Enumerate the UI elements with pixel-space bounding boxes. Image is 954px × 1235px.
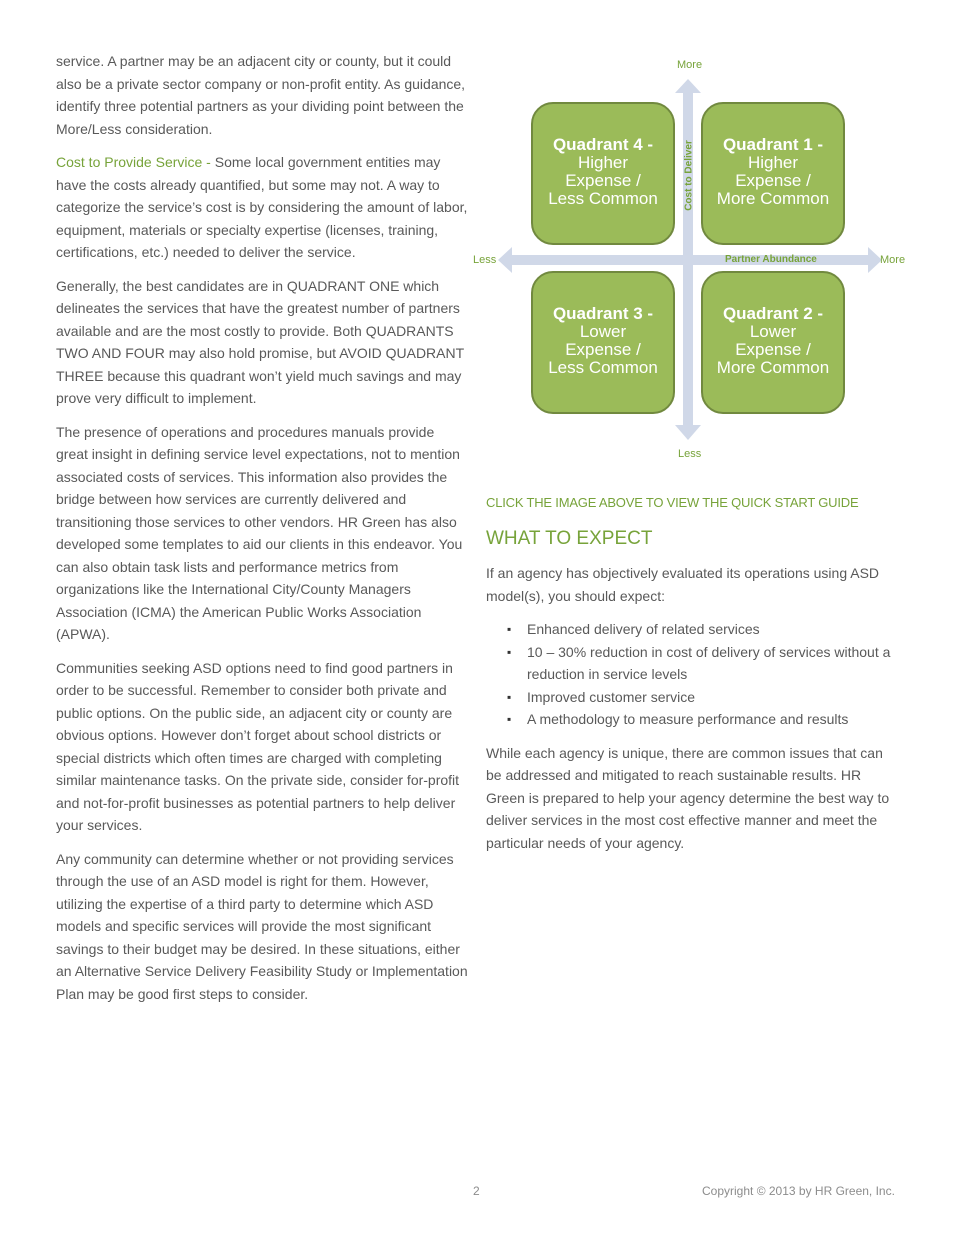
quadrant-3[interactable] [531,271,675,414]
left-arrow-head [498,247,512,273]
x-axis-less-label: Less [473,254,497,266]
y-axis-title: Cost to Deliver [683,140,695,211]
quadrant-2-title: Quadrant 2 - [722,304,824,323]
quadrant-4-description: Higher Expense / Less Common [548,153,658,208]
up-arrow-head [675,79,701,93]
page-number: 2 [473,1184,480,1198]
paragraph-partner-guidance: service. A partner may be an adjacent city or county, but it could also be a private sector company or non-profit entity. As guidance, identify three potential partners as your dividing point between the More/Less consideration. [56,53,466,137]
x-axis-more-label: More [880,254,906,266]
quadrant-1-title: Quadrant 1 - [722,135,824,154]
list-item: ▪ Improved customer service [486,686,898,709]
paragraph-any-community: Any community can determine whether or not providing services through the use of an ASD model is right for them. However, utilizing the expertise of a third party to determine which ASD models and specific services will provide the most significant savings to their budget may be desired. In these situations, either an Alternative Service Delivery Feasibility Study or Implementation Plan may be good first steps to consider. [56,850,468,1002]
quadrant-1-description: Higher Expense / More Common [716,153,830,208]
paragraph-cost-to-provide [56,151,468,264]
paragraph-communities: Communities seeking ASD options need to find good partners in order to be successful. Remember to consider both private and public options. On the public side, an adjacent city or county are obvious options. However don’t forget about school districts or special districts which often times are charged with completing similar maintenance tasks. On the private side, consider for-profit and not-for-profit businesses as potential partners to help deliver your services. [56,659,460,833]
y-axis-more-label: More [677,59,703,71]
paragraph-manuals: The presence of operations and procedures manuals provide great insight in defining service level expectations, not to mention associated costs of services. This information also provides the bridge between how services are currently delivered and transitioning those services to other vendors. HR Green has also developed some templates to aid our clients in this endeavor. You can also obtain task lists and performance metrics from organizations like the International City/County Managers Association (ICMA) the American Public Works Association (APWA). [56,423,463,642]
quadrant-diagram[interactable] [470,55,910,465]
quadrant-4-title: Quadrant 4 - [552,135,654,154]
what-to-expect-heading: WHAT TO EXPECT [486,528,653,549]
expect-intro: If an agency has objectively evaluated its operations using ASD model(s), you should expect: [486,565,880,604]
quick-start-guide-link[interactable]: CLICK THE IMAGE ABOVE TO VIEW THE QUICK START GUIDE [486,495,859,510]
expectation-list [486,618,898,731]
right-column [486,490,898,865]
down-arrow-head [675,425,701,440]
quadrant-2[interactable] [701,271,845,414]
list-item: ▪ Enhanced delivery of related services [486,618,898,641]
cost-to-provide-lead: Cost to Provide Service - [56,154,215,170]
list-item: ▪ 10 – 30% reduction in cost of delivery of services without a reduction in service levels [486,641,898,686]
copyright-notice: Copyright © 2013 by HR Green, Inc. [702,1184,895,1198]
quadrant-1[interactable] [701,102,845,245]
quadrant-2-description: Lower Expense / More Common [716,322,830,377]
quadrant-3-description: Lower Expense / Less Common [548,322,658,377]
list-item: ▪ A methodology to measure performance and results [486,708,898,731]
x-axis-title: Partner Abundance [725,254,817,265]
quadrant-4[interactable] [531,102,675,245]
quadrant-3-title: Quadrant 3 - [552,304,654,323]
y-axis-less-label: Less [678,448,702,460]
cost-to-provide-body: Some local government entities may have the costs already quantified, but some may not. A way to categorize the service’s cost is by considering the amount of labor, equipment, materials or specialty expertise (licenses, training, certifications, etc.) needed to deliver the service. [56,154,468,260]
closing-paragraph: While each agency is unique, there are common issues that can be addressed and mitigated to reach sustainable results. HR Green is prepared to help your agency determine the best way to deliver services in the most cost effective manner and meet the particular needs of your agency. [486,744,890,851]
paragraph-best-candidates: Generally, the best candidates are in QUADRANT ONE which delineates the services that have the greatest number of partners available and are the most costly to provide. Both QUADRANTS TWO AND FOUR may also hold promise, but AVOID QUADRANT THREE because this quadrant won’t yield much savings and may prove very difficult to implement. [56,277,464,406]
left-column [56,50,468,1016]
